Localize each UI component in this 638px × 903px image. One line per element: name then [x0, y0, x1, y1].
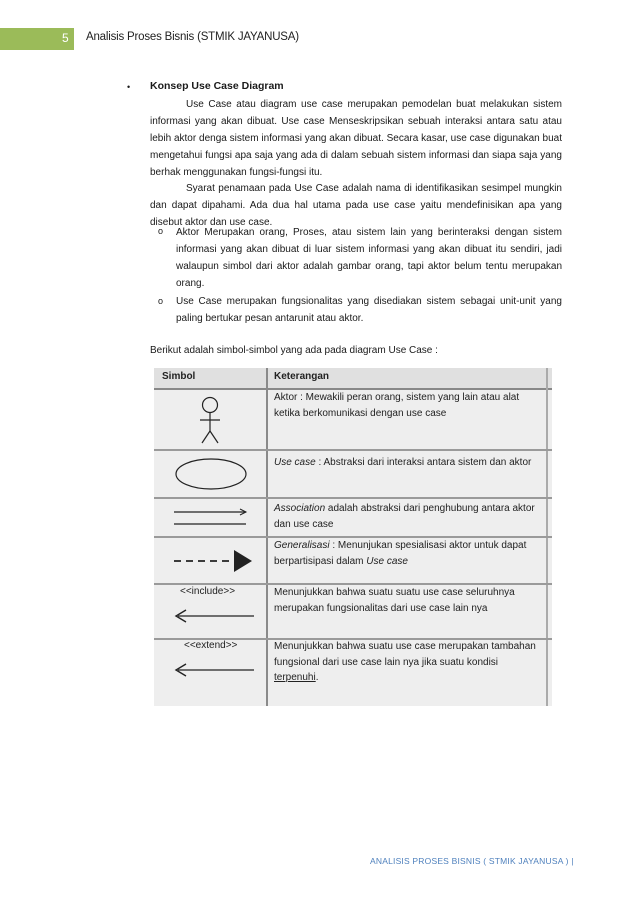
section-heading: Konsep Use Case Diagram [150, 80, 284, 92]
page-number: 5 [62, 31, 69, 45]
table-intro-text: Berikut adalah simbol-simbol yang ada pada diagram Use Case : [150, 345, 438, 356]
row-association-description: Association adalah abstraksi dari penghubung antara aktor dan use case [274, 503, 535, 530]
bullet-marker: • [127, 82, 131, 92]
sub-bullet-marker: o [158, 226, 164, 236]
include-stereotype-label: <<include>> [180, 586, 236, 597]
association-line-icon [170, 508, 252, 528]
running-footer: ANALISIS PROSES BISNIS ( STMIK JAYANUSA ) | [370, 856, 574, 866]
row-generalisasi-description: Generalisasi : Menunjukan spesialisasi aktor untuk dapat berpartisipasi dalam Use case [274, 540, 527, 567]
actor-stick-figure-icon [192, 396, 228, 446]
sub-bullet-marker: o [158, 296, 164, 306]
row-divider [154, 497, 552, 499]
extend-stereotype-label: <<extend>> [184, 640, 238, 651]
column-header-keterangan: Keterangan [274, 371, 330, 382]
row-aktor-description: Aktor : Mewakili peran orang, sistem yang lain atau alat ketika berkomunikasi dengan use case [274, 392, 520, 419]
generalization-dashed-arrow-icon [172, 548, 256, 574]
column-header-simbol: Simbol [162, 371, 196, 382]
row-include-description: Menunjukkan bahwa suatu suatu use case seluruhnya merupakan fungsionalitas dari use case lain nya [274, 587, 515, 614]
row-use-case-description: Use case : Abstraksi dari interaksi antara sistem dan aktor [274, 457, 532, 468]
include-arrow-icon [172, 608, 258, 624]
running-header-title: Analisis Proses Bisnis (STMIK JAYANUSA) [86, 31, 299, 43]
row-divider [154, 449, 552, 451]
sub-item-aktor: Aktor Merupakan orang, Proses, atau sistem lain yang berinteraksi dengan sistem informasi yang akan dibuat di luar sistem informasi yang akan dibuat itu sendiri, jadi walaupun simbol dari aktor adalah gambar orang, tapi aktor belum tentu merupakan orang. [176, 227, 562, 289]
paragraph-naming-rules: Syarat penamaan pada Use Case adalah nama di identifikasikan sesimpel mungkin dan dapat dipahami. Ada dua hal utama pada use case yaitu mendefinisikan apa yang disebut aktor dan use case. [150, 183, 562, 228]
use-case-ellipse-icon [174, 457, 248, 491]
row-extend-description: Menunjukkan bahwa suatu use case merupakan tambahan fungsional dari use case lain nya jika suatu kondisi terpenuhi. [274, 641, 536, 683]
extend-arrow-icon [172, 662, 258, 678]
paragraph-use-case-definition: Use Case atau diagram use case merupakan pemodelan buat melakukan sistem informasi yang akan dibuat. Use case Menseskripsikan sebuah interaksi antara satu atau lebih aktor denga sistem informasi yang akan dibuat. Secara kasar, use case digunakan buat mengetahui fungsi apa saja yang ada di dalam sebuah sistem informasi dan siapa saja yang berhak menggunakan fungsi-fungsi itu. [150, 99, 562, 178]
table-header-row [154, 368, 552, 390]
symbol-table [154, 368, 552, 706]
sub-item-use-case: Use Case merupakan fungsionalitas yang disediakan sistem sebagai unit-unit yang paling bertukar pesan antarunit atau aktor. [176, 296, 562, 324]
